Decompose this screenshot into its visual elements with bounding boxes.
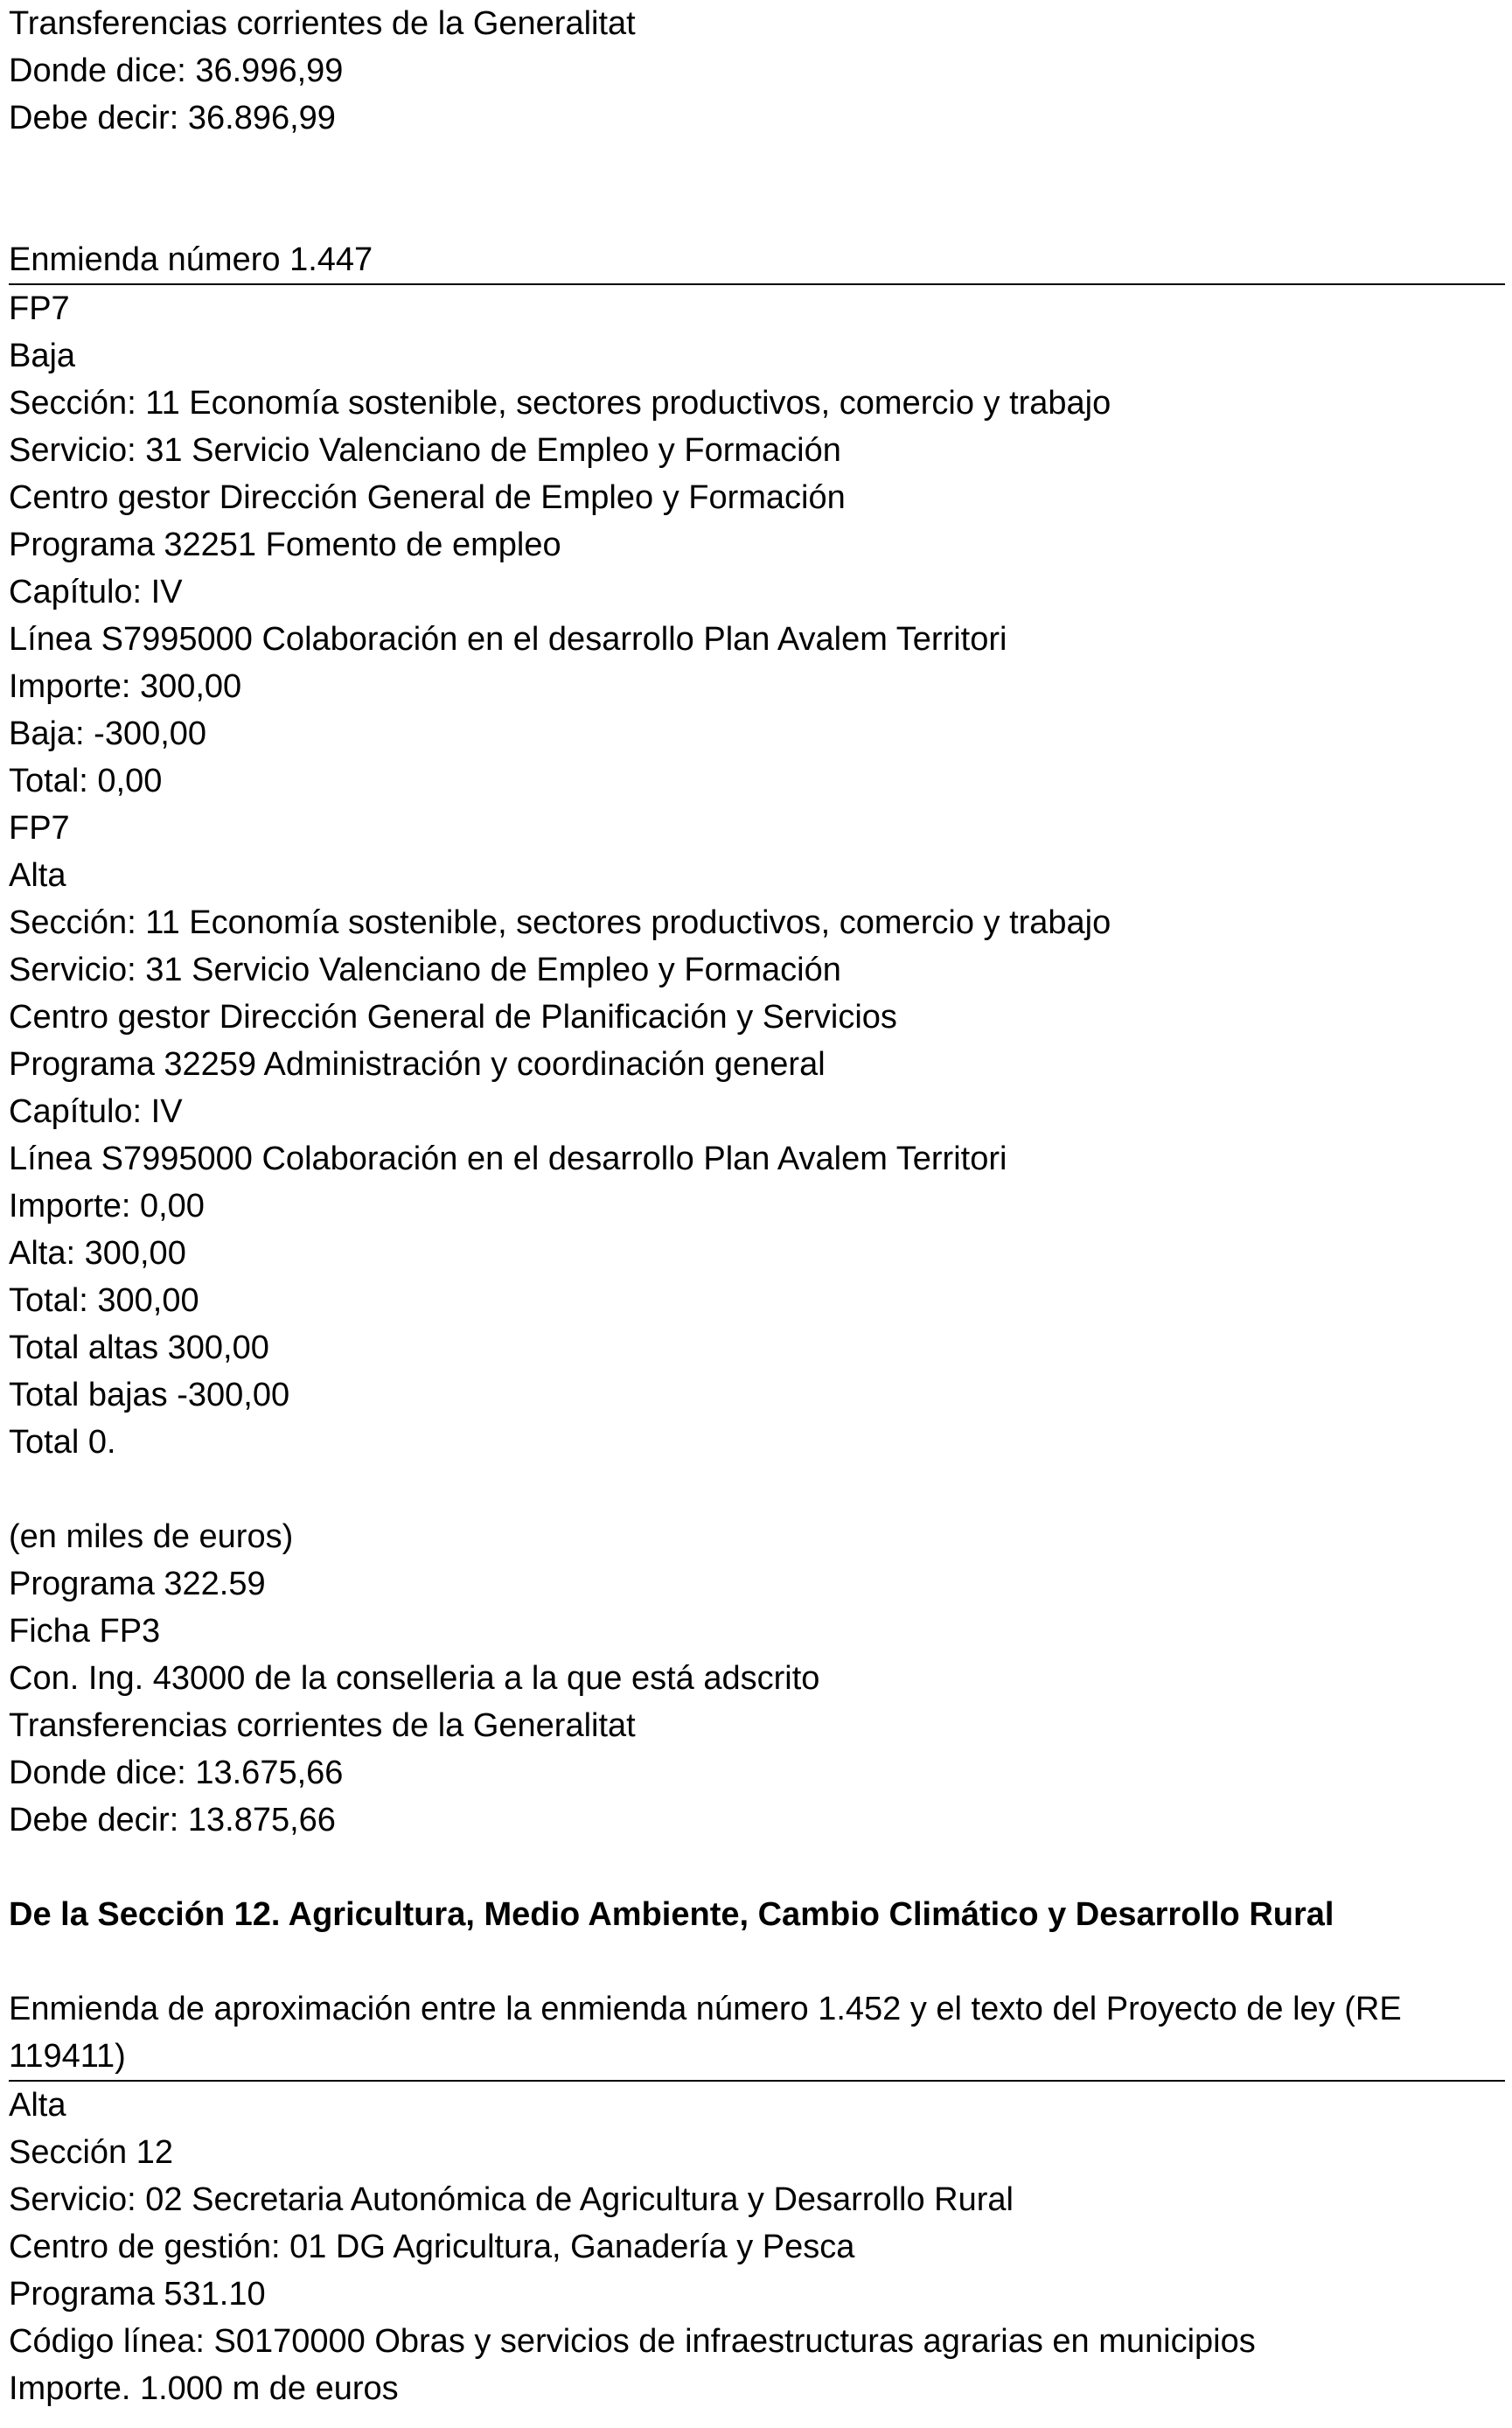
fp3-units: (en miles de euros) xyxy=(9,1518,294,1555)
amendment-1447-title: Enmienda número 1.447 xyxy=(9,236,1505,285)
baja-capitulo: Capítulo: IV xyxy=(9,574,183,610)
s12-programa: Programa 531.10 xyxy=(9,2276,266,2313)
baja-seccion: Sección: 11 Economía sostenible, sectores productivos, comercio y trabajo xyxy=(9,385,1111,422)
s12-servicio: Servicio: 02 Secretaria Autonómica de Agricultura y Desarrollo Rural xyxy=(9,2181,1014,2218)
total-bajas: Total bajas -300,00 xyxy=(9,1377,290,1413)
document-page xyxy=(9,0,1505,2412)
fp3-debe: Debe decir: 13.875,66 xyxy=(9,1802,336,1838)
section-12-heading: De la Sección 12. Agricultura, Medio Ambiente, Cambio Climático y Desarrollo Rural xyxy=(9,1896,1334,1933)
total-altas: Total altas 300,00 xyxy=(9,1329,269,1366)
s12-alta: Alta xyxy=(9,2087,66,2124)
s12-centro: Centro de gestión: 01 DG Agricultura, Ganadería y Pesca xyxy=(9,2229,855,2265)
alta-servicio: Servicio: 31 Servicio Valenciano de Empleo y Formación xyxy=(9,952,841,988)
baja-linea: Línea S7995000 Colaboración en el desarrollo Plan Avalem Territori xyxy=(9,621,1007,658)
fp3-ficha: Ficha FP3 xyxy=(9,1613,161,1650)
alta-seccion: Sección: 11 Economía sostenible, sectores productivos, comercio y trabajo xyxy=(9,904,1111,941)
s12-seccion: Sección 12 xyxy=(9,2134,174,2171)
baja-servicio: Servicio: 31 Servicio Valenciano de Empleo y Formación xyxy=(9,432,841,469)
fp3-transfer: Transferencias corrientes de la Generalitat xyxy=(9,1707,636,1744)
spacer xyxy=(9,1844,1505,1891)
alta-programa: Programa 32259 Administración y coordinación general xyxy=(9,1046,826,1083)
fp3-con-ing: Con. Ing. 43000 de la conselleria a la que está adscrito xyxy=(9,1660,820,1697)
s12-importe: Importe. 1.000 m de euros xyxy=(9,2370,399,2407)
section-12-amendment-title: Enmienda de aproximación entre la enmienda número 1.452 y el texto del Proyecto de ley (RE 119411) xyxy=(9,1985,1505,2082)
alta-code: FP7 xyxy=(9,810,70,847)
alta-linea: Línea S7995000 Colaboración en el desarrollo Plan Avalem Territori xyxy=(9,1141,1007,1177)
baja-code: FP7 xyxy=(9,290,70,327)
fp3-donde: Donde dice: 13.675,66 xyxy=(9,1755,344,1791)
spacer xyxy=(9,1466,1505,1513)
fp3-programa: Programa 322.59 xyxy=(9,1566,266,1602)
s12-codigo: Código línea: S0170000 Obras y servicios de infraestructuras agrarias en municipios xyxy=(9,2323,1256,2360)
alta-importe: Importe: 0,00 xyxy=(9,1188,205,1224)
alta-centro: Centro gestor Dirección General de Planificación y Servicios xyxy=(9,999,897,1036)
intro-line-debe: Debe decir: 36.896,99 xyxy=(9,100,336,136)
baja-importe: Importe: 300,00 xyxy=(9,668,242,705)
total-overall: Total 0. xyxy=(9,1424,116,1461)
baja-centro: Centro gestor Dirección General de Empleo y Formación xyxy=(9,479,846,516)
intro-line-transfer: Transferencias corrientes de la Generalitat xyxy=(9,5,636,42)
spacer xyxy=(9,1938,1505,1985)
baja-amount: Baja: -300,00 xyxy=(9,715,207,752)
baja-programa: Programa 32251 Fomento de empleo xyxy=(9,527,561,563)
baja-type: Baja xyxy=(9,338,76,374)
alta-amount: Alta: 300,00 xyxy=(9,1235,186,1272)
alta-type: Alta xyxy=(9,857,66,894)
baja-total: Total: 0,00 xyxy=(9,763,163,799)
intro-line-donde: Donde dice: 36.996,99 xyxy=(9,52,344,89)
alta-total: Total: 300,00 xyxy=(9,1282,199,1319)
spacer xyxy=(9,142,1505,236)
alta-capitulo: Capítulo: IV xyxy=(9,1093,183,1130)
